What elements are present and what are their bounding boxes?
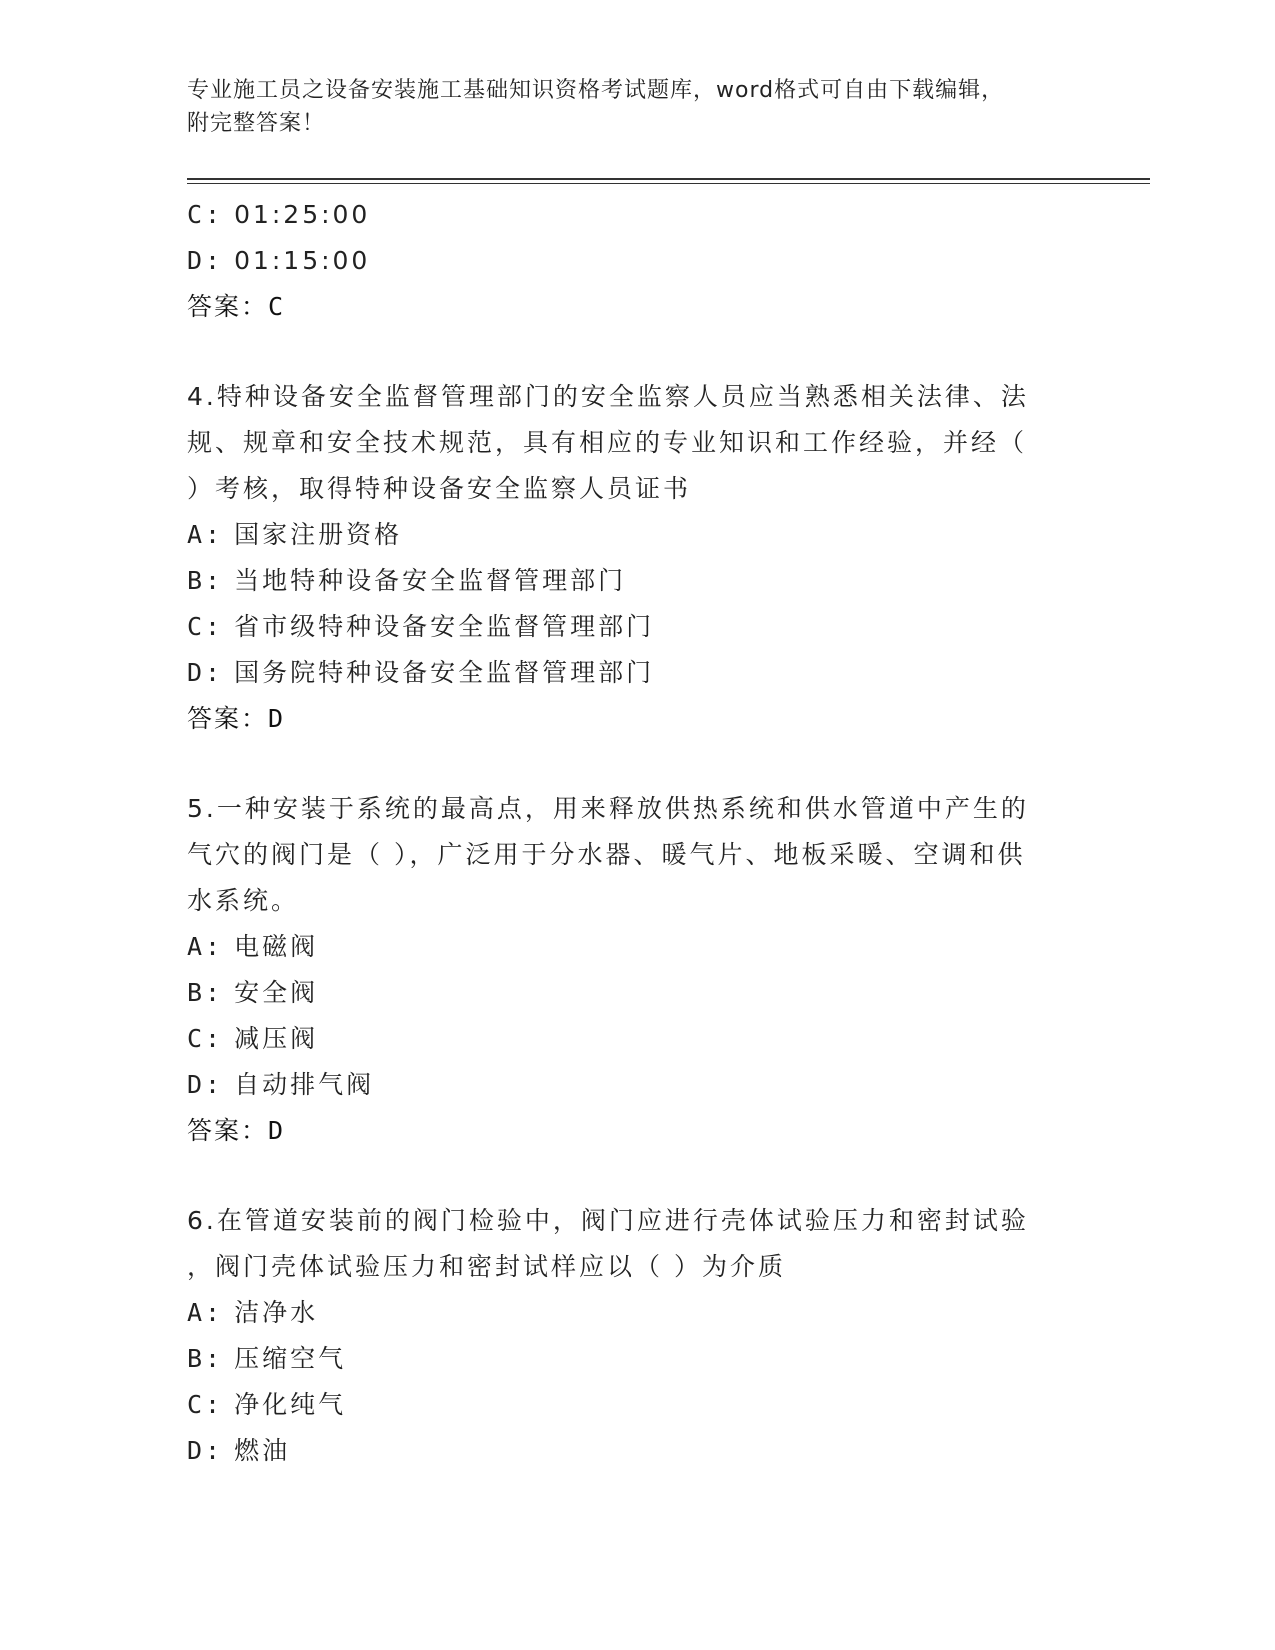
option-c: C: 减压阀: [187, 1024, 319, 1053]
option-b: B: 压缩空气: [187, 1344, 347, 1373]
question-text-line: ）考核，取得特种设备安全监察人员证书: [187, 474, 692, 503]
page-header: [187, 74, 1087, 140]
question-3-continuation: [187, 192, 1087, 330]
option-d: D: 01:15:00: [187, 246, 371, 275]
question-text-line: 气穴的阀门是（ ），广泛用于分水器、暖气片、地板采暖、空调和供: [187, 840, 1026, 869]
question-text-line: 4.特种设备安全监督管理部门的安全监察人员应当熟悉相关法律、法: [187, 382, 1029, 411]
option-d: D: 国务院特种设备安全监督管理部门: [187, 658, 655, 687]
question-text-line: 6.在管道安装前的阀门检验中，阀门应进行壳体试验压力和密封试验: [187, 1206, 1029, 1235]
question-5: [187, 786, 1087, 1154]
option-c: C: 省市级特种设备安全监督管理部门: [187, 612, 655, 641]
option-a: A: 电磁阀: [187, 932, 319, 961]
answer: 答案：D: [187, 704, 286, 733]
option-c: C: 01:25:00: [187, 200, 371, 229]
option-b: B: 当地特种设备安全监督管理部门: [187, 566, 627, 595]
option-b: B: 安全阀: [187, 978, 319, 1007]
question-4: [187, 374, 1087, 742]
option-c: C: 净化纯气: [187, 1390, 347, 1419]
document-body: [187, 192, 1087, 1474]
question-text-line: 规、规章和安全技术规范，具有相应的专业知识和工作经验，并经（: [187, 428, 1028, 457]
header-divider: [187, 178, 1150, 184]
question-text-line: ，阀门壳体试验压力和密封试样应以（ ）为介质: [187, 1252, 786, 1281]
option-d: D: 燃油: [187, 1436, 291, 1465]
answer: 答案：C: [187, 292, 286, 321]
answer: 答案：D: [187, 1116, 286, 1145]
header-line-1: 专业施工员之设备安装施工基础知识资格考试题库，word格式可自由下载编辑，: [187, 78, 1005, 103]
question-6: [187, 1198, 1087, 1474]
question-text-line: 5.一种安装于系统的最高点，用来释放供热系统和供水管道中产生的: [187, 794, 1029, 823]
option-a: A: 国家注册资格: [187, 520, 403, 549]
header-line-2: 附完整答案！: [187, 111, 326, 136]
question-text-line: 水系统。: [187, 886, 300, 915]
option-d: D: 自动排气阀: [187, 1070, 375, 1099]
option-a: A: 洁净水: [187, 1298, 319, 1327]
